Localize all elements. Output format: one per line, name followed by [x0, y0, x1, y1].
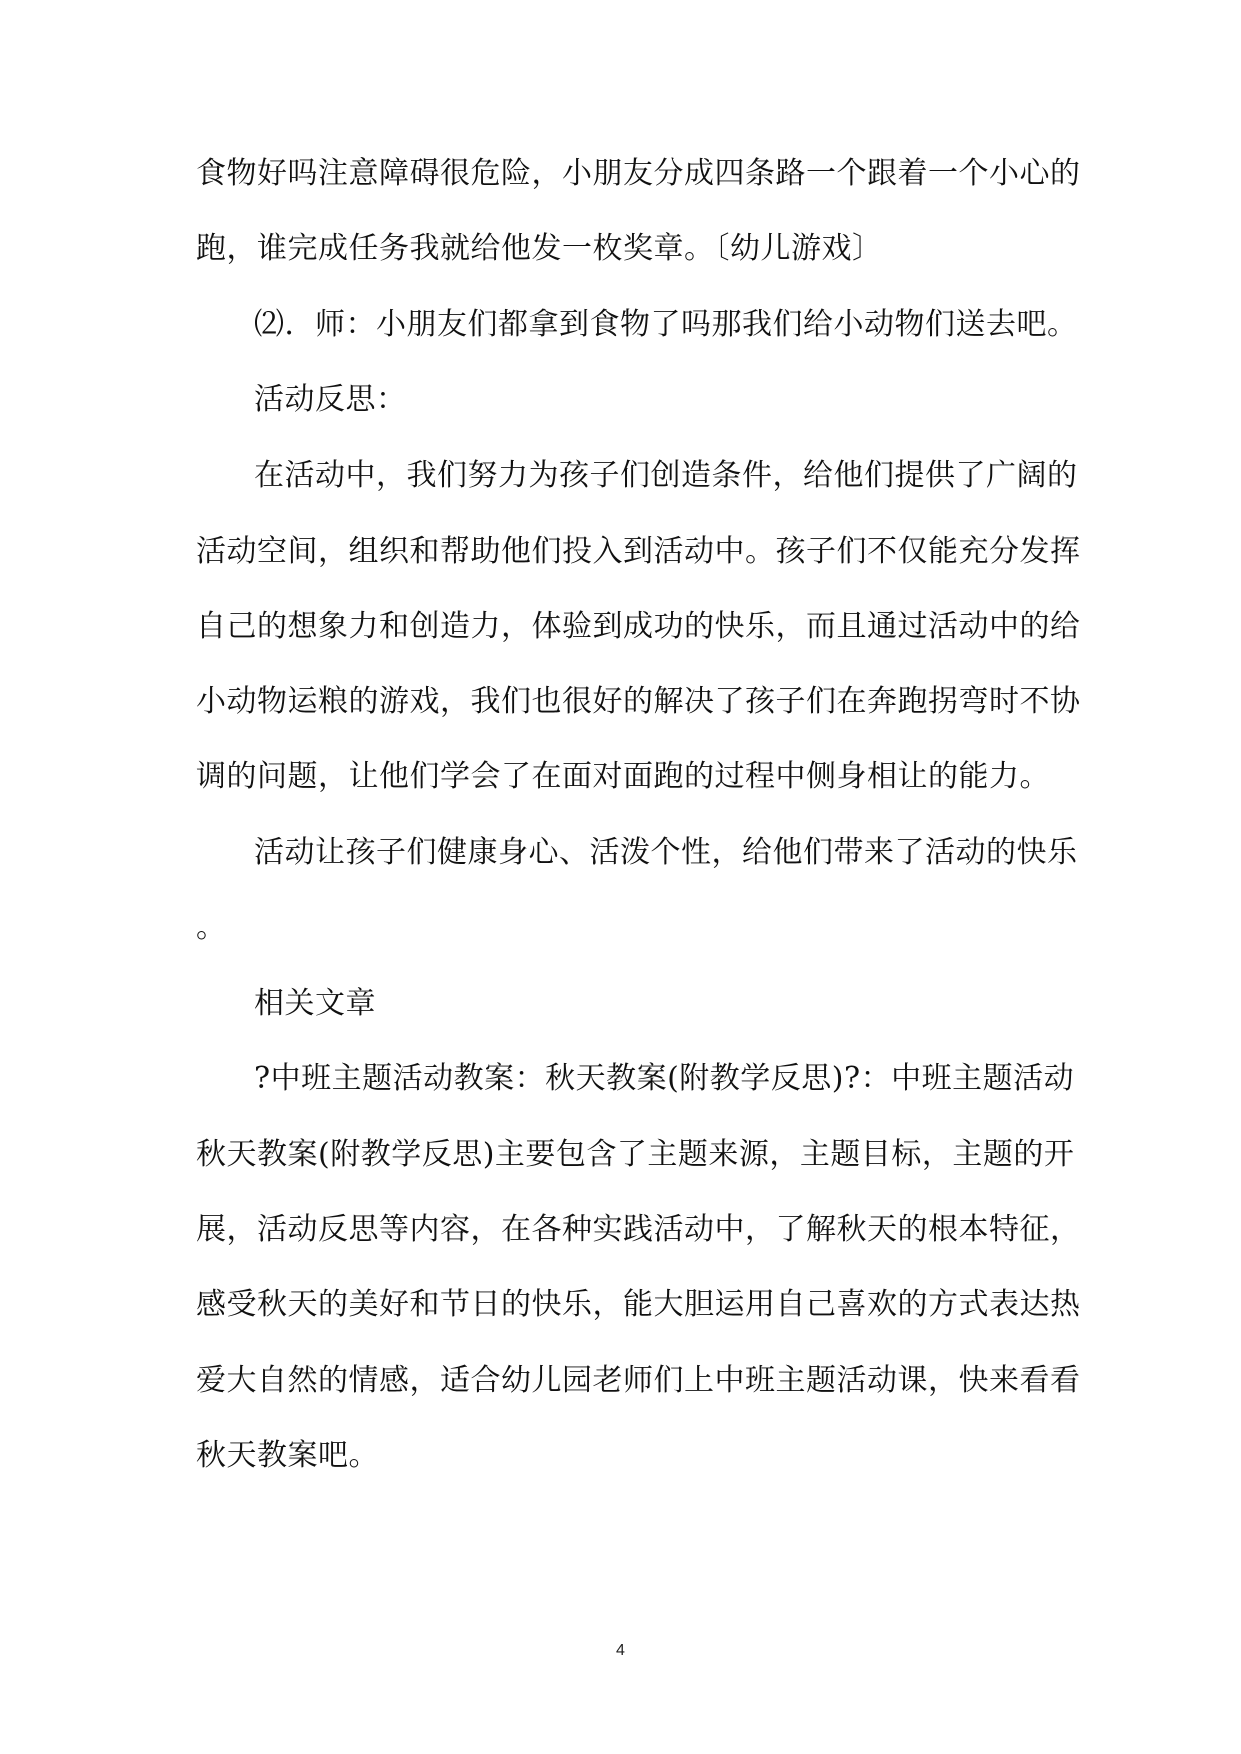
text-line: 自己的想象力和创造力，体验到成功的快乐，而且通过活动中的给	[196, 609, 1081, 644]
text-line: ?中班主题活动教案：秋天教案(附教学反思)?：中班主题活动	[254, 1061, 1075, 1096]
text-line: 食物好吗注意障碍很危险，小朋友分成四条路一个跟着一个小心的	[196, 156, 1081, 191]
text-line: 在活动中，我们努力为孩子们创造条件，给他们提供了广阔的	[254, 458, 1078, 493]
text-line: 跑，谁完成任务我就给他发一枚奖章。〔幼儿游戏〕	[196, 231, 883, 266]
text-line: 。	[196, 910, 227, 945]
text-line: 调的问题，让他们学会了在面对面跑的过程中侧身相让的能力。	[196, 759, 1050, 794]
text-line: 感受秋天的美好和节日的快乐，能大胆运用自己喜欢的方式表达热	[196, 1287, 1081, 1322]
text-line: 爱大自然的情感，适合幼儿园老师们上中班主题活动课，快来看看	[196, 1363, 1081, 1398]
section-heading: 活动反思：	[254, 382, 407, 417]
section-heading: 相关文章	[254, 986, 376, 1021]
text-line: 展，活动反思等内容，在各种实践活动中，了解秋天的根本特征，	[196, 1212, 1081, 1247]
page-number: 4	[616, 1642, 625, 1659]
text-line: 秋天教案吧。	[196, 1438, 379, 1473]
text-line: ⑵．师：小朋友们都拿到食物了吗那我们给小动物们送去吧。	[254, 307, 1078, 342]
text-line: 活动让孩子们健康身心、活泼个性，给他们带来了活动的快乐	[254, 835, 1078, 870]
text-line: 秋天教案(附教学反思)主要包含了主题来源，主题目标，主题的开	[196, 1137, 1075, 1172]
text-line: 小动物运粮的游戏，我们也很好的解决了孩子们在奔跑拐弯时不协	[196, 684, 1081, 719]
text-line: 活动空间，组织和帮助他们投入到活动中。孩子们不仅能充分发挥	[196, 534, 1081, 569]
